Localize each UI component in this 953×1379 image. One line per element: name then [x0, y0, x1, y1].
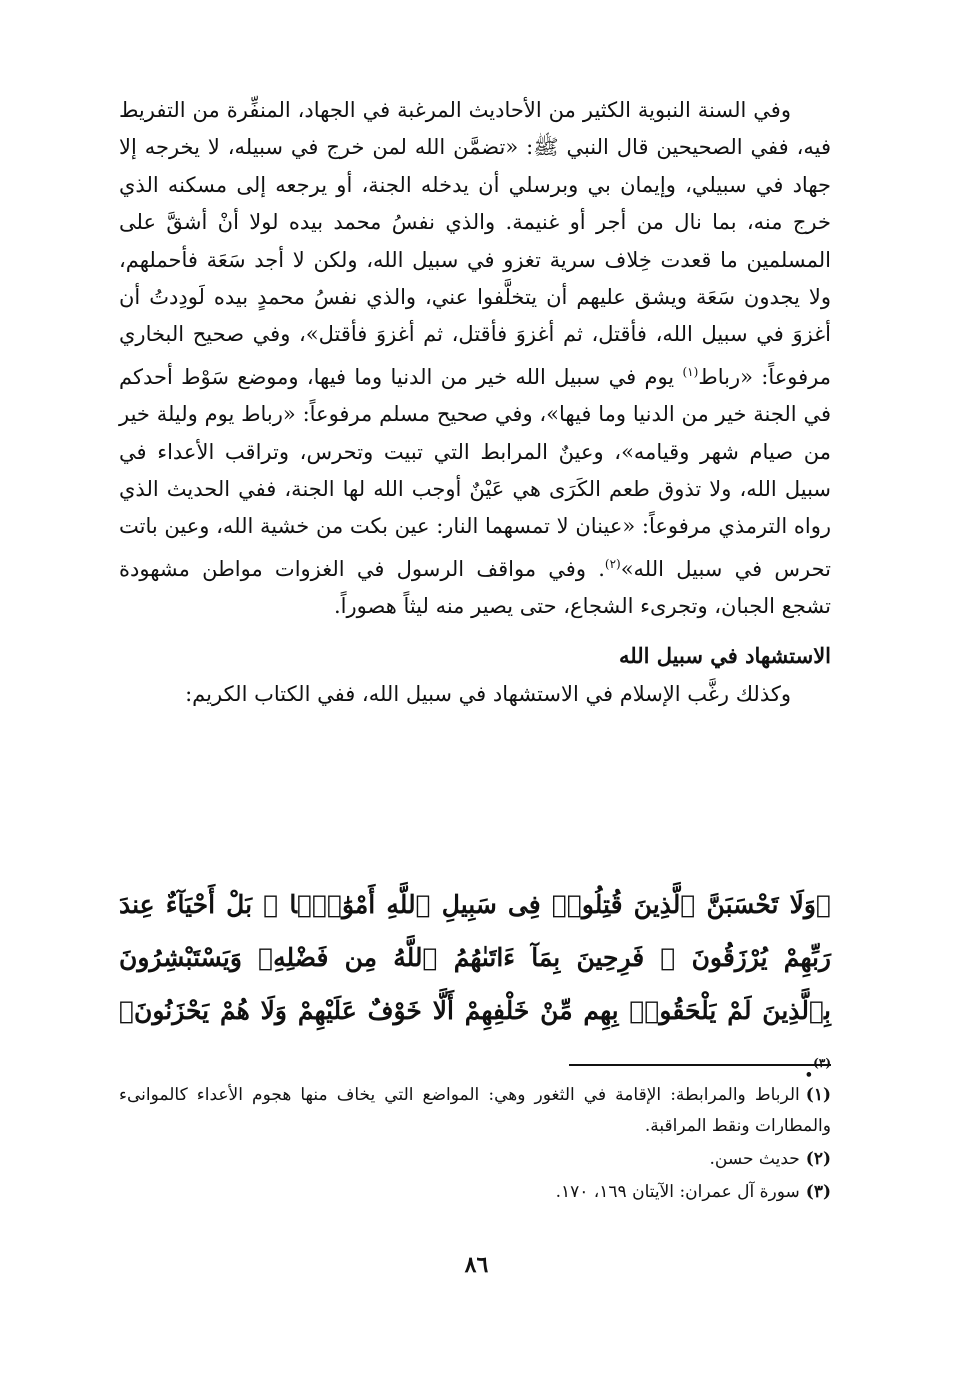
- main-text: [119, 92, 831, 713]
- footnote-2: [119, 1144, 831, 1175]
- paragraph-text: يوم في سبيل الله خير من الدنيا وما فيها، وموضع سَوْط أحدكم في الجنة خير من الدنيا وما فيها»، وفي صحيح مسلم مرفوعاً: «رباط يوم وليلة خير من صيام شهر وقيامه»، وعينٌ المرابط التي تبيت وتحرس، وتراقب الأعداء في سبيل الله، ولا تذوق طعم الكَرَى هي عَيْنٌ أوجب الله لها الجنة، ففي الحديث الذي رواه الترمذي مرفوعاً: «عينان لا تمسهما النار: عين بكت من خشية الله، وعين باتت تحرس في سبيل الله»: [119, 364, 831, 581]
- footnote-number: (٢): [805, 1149, 831, 1169]
- footnote-text: سورة آل عمران: الآيتان ١٦٩، ١٧٠.: [555, 1182, 800, 1202]
- footnote-1: [119, 1080, 831, 1142]
- footnote-ref-2: (٢): [604, 556, 621, 571]
- page-number: ٨٦: [464, 1252, 489, 1278]
- footnote-divider: [569, 1064, 831, 1066]
- footnote-ref-1: (١): [682, 364, 699, 379]
- footnote-3: [119, 1177, 831, 1208]
- quran-verse: [119, 878, 831, 1094]
- footnote-number: (١): [805, 1085, 831, 1105]
- section-heading: الاستشهاد في سبيل الله: [619, 642, 831, 668]
- footnotes: [119, 1080, 831, 1210]
- footnote-number: (٣): [805, 1182, 831, 1202]
- footnote-text: الرباط والمرابطة: الإقامة في الثغور وهي: المواضع التي يخاف منها هجوم الأعداء كالموانىء والمطارات ونقط المراقبة.: [119, 1085, 831, 1136]
- footnote-ref-3: (٣): [813, 1056, 831, 1070]
- paragraph-text: . وفي مواقف الرسول في الغزوات مواطن مشهودة تشجع الجبان، وتجرىء الشجاع، حتى يصير منه ليثاً هصوراً.: [119, 556, 831, 619]
- paragraph-text: وفي السنة النبوية الكثير من الأحاديث المرغبة في الجهاد، المنفِّرة من التفريط فيه، ففي الصحيحين قال النبي ﷺ: «تضمَّن الله لمن خرج في سبيله، لا يخرجه إلا جهاد في سبيلي، وإيمان بي وبرسلي أن يدخله الجنة، أو يرجعه إلى مسكنه الذي خرج منه، بما نال من أجر أو غنيمة. والذي نفسُ محمد بيده لولا أنْ أشقَّ على المسلمين ما قعدت خِلاف سرية تغزو في سبيل الله، ولكن لا أجد سَعَة فأحملهم، ولا يجدون سَعَة ويشق عليهم أن يتخلَّفوا عني، والذي نفسُ محمدٍ بيده لَودِدتُ أن أغزوَ في سبيل الله، فأقتل، ثم أغزوَ فأقتل، ثم أغزوَ فأقتل»، وفي صحيح البخاري مرفوعاً: «رباط: [119, 98, 831, 389]
- paragraph-hadith: [119, 92, 831, 626]
- footnote-text: حديث حسن.: [709, 1149, 800, 1169]
- paragraph-intro: وكذلك رغَّب الإسلام في الاستشهاد في سبيل الله، ففي الكتاب الكريم:: [185, 681, 791, 706]
- verse-end: .: [804, 1053, 814, 1083]
- verse-text: ﴿وَلَا تَحْسَبَنَّ ٱلَّذِينَ قُتِلُوا۟ فِى سَبِيلِ ٱللَّهِ أَمْوَٰتًۢا ۚ بَلْ أَحْيَآءٌ عِندَ رَبِّهِمْ يُرْزَقُونَ ۞ فَرِحِينَ بِمَآ ءَاتَىٰهُمُ ٱللَّهُ مِن فَضْلِهِۦ وَيَسْتَبْشِرُونَ بِٱلَّذِينَ لَمْ يَلْحَقُوا۟ بِهِم مِّنْ خَلْفِهِمْ أَلَّا خَوْفٌ عَلَيْهِمْ وَلَا هُمْ يَحْزَنُونَ﴾: [119, 890, 831, 1025]
